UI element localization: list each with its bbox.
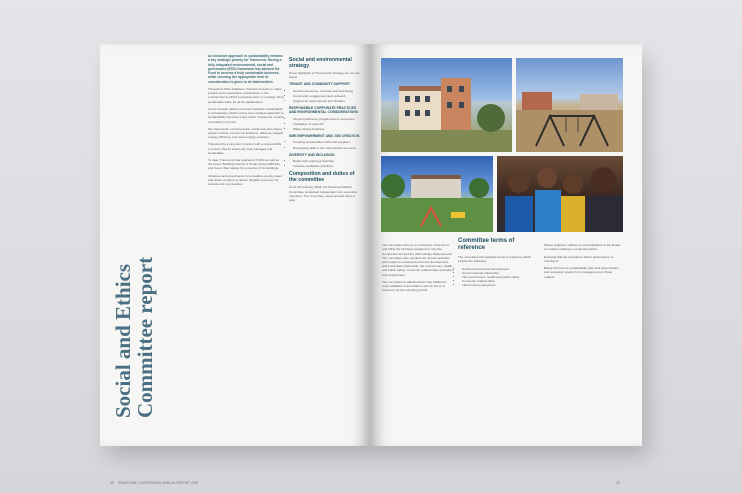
page-number: 49 <box>616 481 620 485</box>
list-item: • Developing skills in the communities we serve <box>293 146 361 150</box>
photo-children-group <box>497 156 623 232</box>
page-number: 48 <box>110 481 114 485</box>
children-illustration <box>497 156 623 232</box>
bullet-list <box>289 89 361 104</box>
playground-illustration <box>516 58 623 152</box>
list-item: • Social and economic development <box>462 267 538 271</box>
list-item: • Water saving initiatives <box>293 127 361 131</box>
sub-heading: DIVERSITY AND INCLUSION <box>289 152 335 157</box>
photo-apartment-building <box>381 58 512 152</box>
middle-text-column <box>289 54 361 205</box>
list-item: • Creating opportunities with local suppliers <box>293 140 361 144</box>
section-heading: Committee terms of reference <box>458 238 515 251</box>
sub-heading: RESPONSIBLE CORPORATE PRACTICES AND ENVIRONMENTAL CONSIDERATIONS <box>289 106 358 115</box>
bullet-list <box>289 159 361 168</box>
body-paragraph: Being informed of sustainability risks and opportunities and reviewing reports from management on these matters. <box>544 266 619 279</box>
sub-heading: TENANT AND COMMUNITY SUPPORT <box>289 82 351 87</box>
body-paragraph: To date, Transcend has registered 3 SIFs as well as the Green Building Council of South Africa (GBCSA) and Green Star ratings for a number of its buildings. <box>208 157 280 171</box>
body-paragraph: Some highlights of Transcend's strategy are set out below. <box>289 71 360 80</box>
sub-heading: SME EMPOWERMENT AND JOB CREATION <box>289 134 360 139</box>
list-item: • Tenant experience, retention and well-being <box>293 89 361 93</box>
left-text-column <box>208 54 284 189</box>
body-paragraph: As the broader global movement towards sustainability is increasingly evident and a more resilient approach to sustainability has been a key driver, Transcend remains committed to its role. <box>208 106 285 124</box>
body-paragraph: As at 28 February 2023, the Social and Ethics Committee comprised independent non-executive members. The committee meets at least twice a year. <box>289 185 358 203</box>
list-item: • Inclusive workplace practices <box>293 164 361 168</box>
list-item: • Installation of solar PV <box>293 122 361 126</box>
photo-playground <box>516 58 623 152</box>
section-heading: Social and environmental strategy <box>289 57 352 69</box>
body-paragraph: Where required, making recommendations to the Board on matters relating to social and ethics. <box>544 243 621 252</box>
footer-label: TRANSCEND | INTEGRATED ANNUAL REPORT 2023 <box>117 481 199 485</box>
photo-housing-complex <box>381 156 493 232</box>
bullet-list <box>289 117 361 132</box>
body-paragraph: Initiatives and investments in renewable energy, water and waste continue to deliver tangible outcomes for tenants and communities. <box>208 173 283 186</box>
list-item: • Consumer relationships <box>462 279 538 283</box>
right-footer <box>616 481 620 485</box>
body-paragraph: The committee has adopted terms of reference which include the following: <box>458 255 532 264</box>
left-footer <box>110 481 198 485</box>
list-item: • Support for local schools and facilities <box>293 99 361 103</box>
body-paragraph: The committee acts as a conscience of the Fund and fulfils the functions assigned to it by the Companies Act and the JSE Listings Requirements. The committee also monitors the Fund's activities with regard to social and economic development, good corporate citizenship, the environment, health and public safety, consumer relationships and labour and employment. <box>382 243 455 277</box>
right-text-column-3 <box>544 240 624 282</box>
right-text-column-2 <box>458 238 538 288</box>
intro-paragraph: An inclusive approach to sustainability remains a key strategic priority for Transcend. Having a fully integrated environmental, social and governance (ESG) framework has allowed the Fund to become a truly sustainable business, while ensuring the appropriate level of consideration is given to all stakeholders. <box>208 54 283 84</box>
bullet-list <box>289 140 361 149</box>
body-paragraph: The committee is satisfied that it has fulfilled its responsibilities in accordance with its terms of reference for the reporting period. <box>382 279 447 293</box>
list-item: • Board and employee diversity <box>293 159 361 163</box>
bullet-list <box>458 267 538 288</box>
housing-illustration <box>381 156 493 232</box>
list-item: • Labour and employment <box>462 283 538 287</box>
list-item: • Ongoing efficiency programmes in properties <box>293 117 361 121</box>
title-line-1: Social and Ethics <box>111 263 135 418</box>
body-paragraph: Through its ESG initiatives, Transcend seeks to make positive and measurable contributions to the environment in which it operates and, in so doing, bring sustainable value for all its stakeholders. <box>208 87 284 104</box>
building-illustration <box>381 58 512 152</box>
right-text-column-1 <box>382 240 454 296</box>
section-heading: Composition and duties of the committee <box>289 171 355 184</box>
list-item: • Community engagement and outreach <box>293 94 361 98</box>
list-item: • Good corporate citizenship <box>462 271 538 275</box>
body-paragraph: Our framework, environmental, social and governance actions include, but are not limited to, efficiency targets, energy efficiency and clean energy solutions. <box>208 126 284 140</box>
title-line-2: Committee report <box>133 256 157 418</box>
body-paragraph: Transcend is a long-term investor with a responsibility to ensure that its assets are well-managed and sustainable. <box>208 142 282 155</box>
body-paragraph: Ensuring that the company's ethics performance is monitored. <box>544 254 614 263</box>
report-title <box>112 257 156 418</box>
list-item: • The environment, health and public safety <box>462 275 538 279</box>
